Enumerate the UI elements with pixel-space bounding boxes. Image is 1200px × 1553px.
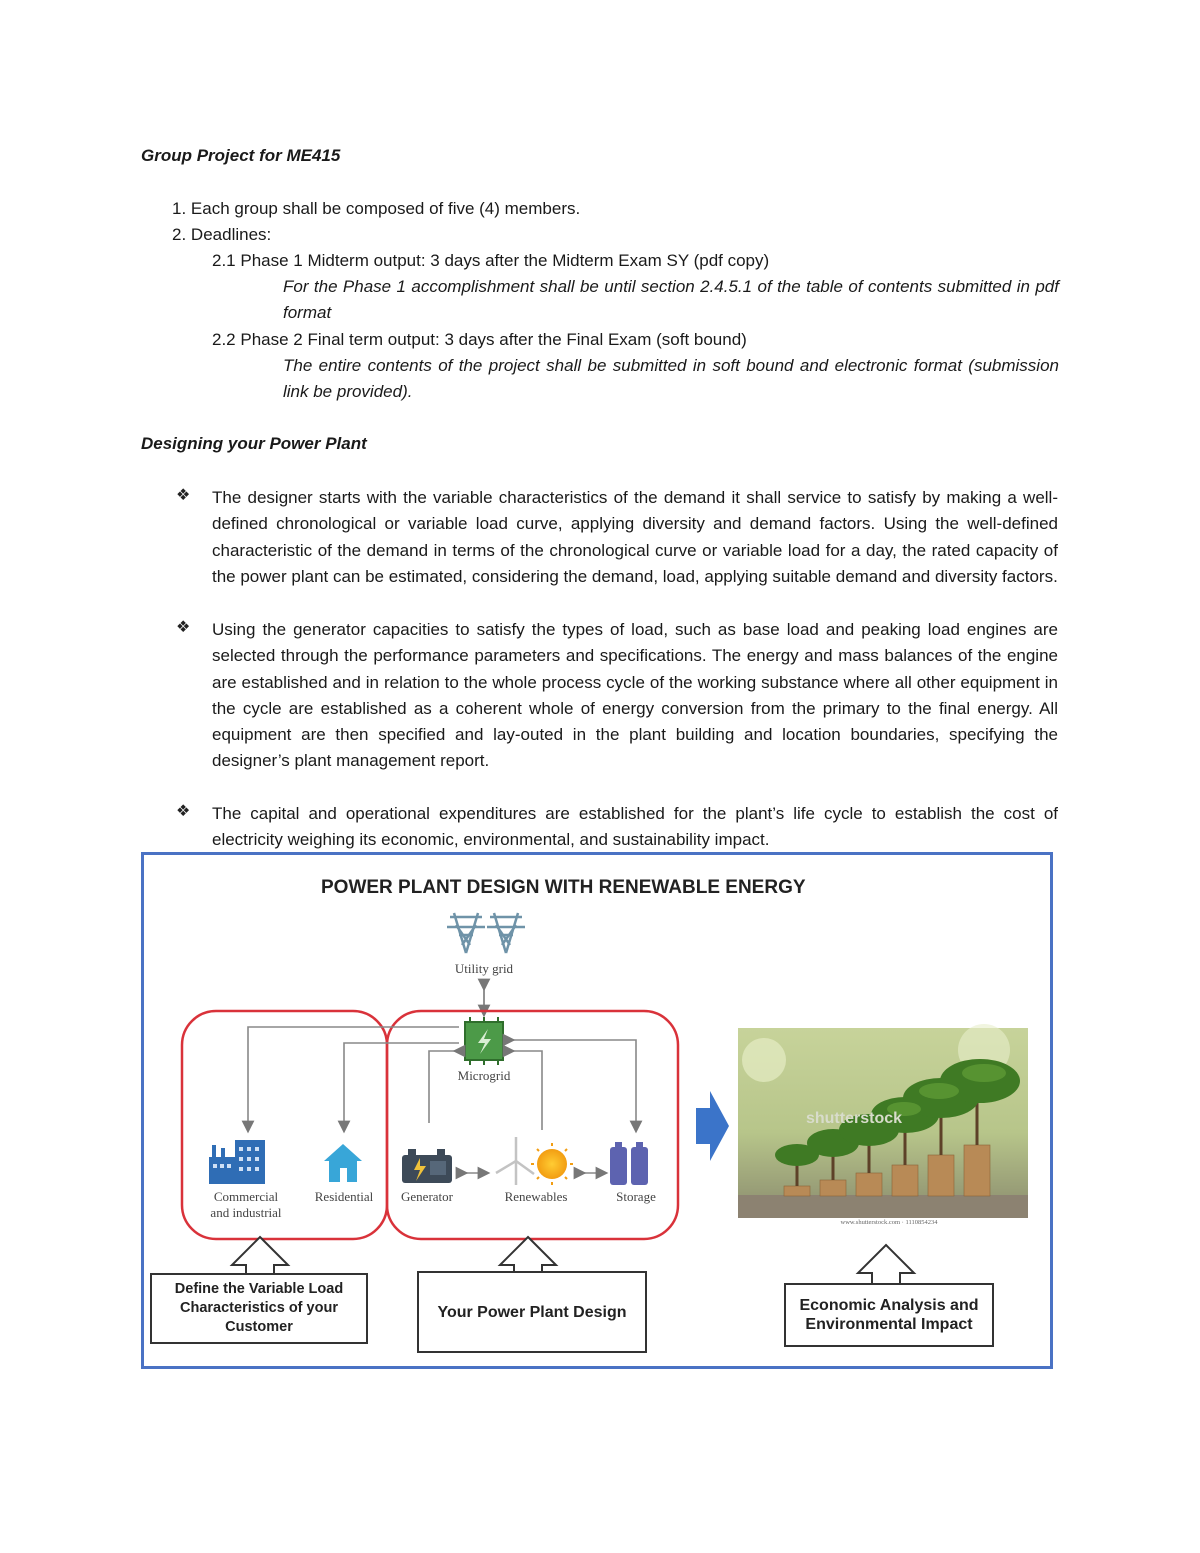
- list-text: Each group shall be composed of five (4) members.: [190, 199, 581, 218]
- section-title: Designing your Power Plant: [141, 434, 367, 453]
- storage-battery-icon: [610, 1142, 648, 1185]
- diamond-bullet-icon: ❖: [176, 803, 191, 820]
- renewables-label: Renewables: [504, 1189, 568, 1204]
- list-text: Deadlines:: [190, 225, 272, 244]
- up-arrow-icon: [232, 1237, 288, 1278]
- utility-grid-label: Utility grid: [454, 961, 514, 976]
- phase-1-label: 2.1 Phase 1 Midterm output: 3 days after the Midterm Exam SY (pdf copy): [212, 251, 770, 270]
- define-load-box: Define the Variable Load Characteristics of your Customer: [150, 1273, 368, 1344]
- utility-grid-icon: [447, 913, 525, 953]
- up-arrow-icon: [858, 1245, 914, 1286]
- list-number: 1.: [172, 199, 187, 218]
- list-item: [172, 222, 271, 248]
- diamond-bullet-icon: ❖: [176, 619, 191, 636]
- residential-label: Residential: [314, 1189, 374, 1204]
- phase-2-note: The entire contents of the project shall be submitted in soft bound and electronic format (submission link be provided).: [283, 356, 1059, 402]
- commercial-label: Commercial and industrial: [210, 1189, 282, 1220]
- list-number: 2.: [172, 225, 187, 244]
- generator-icon: [402, 1149, 452, 1183]
- document-title: Group Project for ME415: [141, 146, 341, 165]
- phase-1-note: For the Phase 1 accomplishment shall be until section 2.4.5.1 of the table of contents submitted in pdf format: [283, 277, 1059, 323]
- power-plant-figure: [141, 852, 1053, 1369]
- wind-turbine-icon: [496, 1137, 534, 1185]
- commercial-building-icon: [209, 1140, 265, 1184]
- bullet-text: The designer starts with the variable characteristics of the demand it shall service to satisfy by making a well-defined chronological or variable load curve, applying diversity and demand factors. Using the well-defined characteristic of the demand in terms of the chronological curve or variable load for a day, the rated capacity of the power plant can be estimated, considering the demand, load, applying suitable demand and diversity factors.: [212, 488, 1058, 586]
- generator-label: Generator: [401, 1189, 453, 1204]
- storage-label: Storage: [616, 1189, 656, 1204]
- right-arrow-icon: [696, 1091, 729, 1161]
- residential-house-icon: [324, 1144, 362, 1182]
- photo-watermark: shutterstock: [805, 1110, 903, 1127]
- economic-analysis-box: Economic Analysis and Environmental Impact: [784, 1283, 994, 1347]
- photo-credit: www.shutterstock.com · 1110854234: [840, 1219, 938, 1226]
- bullet-text: Using the generator capacities to satisfy the types of load, such as base load and peaking load engines are selected through the performance parameters and specifications. The energy and mass balances of the engine are established and in relation to the whole process cycle of the working substance where all other equipment in the cycle are established as a coherent whole of energy conversion from the primary to the final energy. All equipment are then specified and lay-outed in the plant building and location boundaries, specifying the designer’s plant management report.: [212, 620, 1058, 771]
- phase-2-label: 2.2 Phase 2 Final term output: 3 days after the Final Exam (soft bound): [212, 330, 747, 349]
- figure-title: POWER PLANT DESIGN WITH RENEWABLE ENERGY: [321, 877, 806, 898]
- sun-icon: [531, 1143, 573, 1185]
- microgrid-label: Microgrid: [457, 1068, 511, 1083]
- power-plant-design-box: Your Power Plant Design: [417, 1271, 647, 1353]
- bullet-text: The capital and operational expenditures are established for the plant’s life cycle to establish the cost of electricity weighing its economic, environmental, and sustainability impact.: [212, 804, 1058, 850]
- diamond-bullet-icon: ❖: [176, 487, 191, 504]
- list-item: [172, 196, 580, 222]
